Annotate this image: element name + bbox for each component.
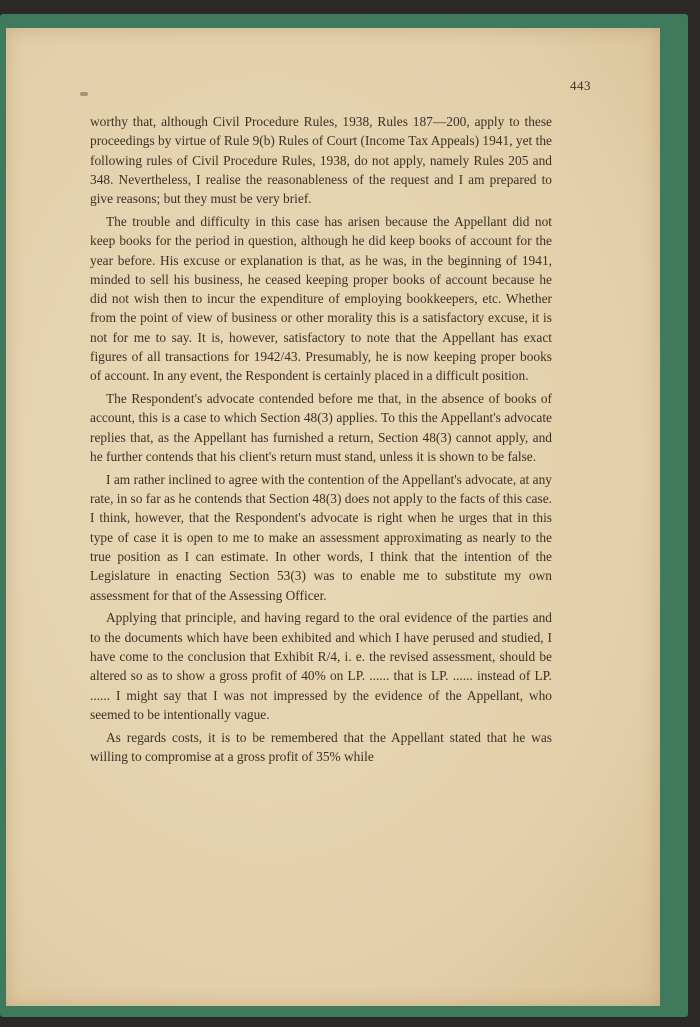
- paragraph-6: As regards costs, it is to be remembered that the Appellant stated that he was willing to compromise at a gross profit of 35% while: [90, 729, 552, 764]
- paragraph-1: worthy that, although Civil Procedure Rules, 1938, Rules 187—200, apply to these proceedings by virtue of Rule 9(b) Rules of Court (Income Tax Appeals) 1941, yet the following rules of Civil Procedure Rules, 1938, do not apply, namely Rules 205 and 348. Nevertheless, I realise the reasonableness of the request and I am prepared to give reasons; but they must be very brief.: [90, 114, 552, 207]
- paragraph-2: The trouble and difficulty in this case has arisen because the Appellant did not keep books for the period in question, although he did keep books of account for the year before. His excuse or explanation is that, as he was, in the beginning of 1941, minded to sell his business, he ceased keeping proper books of account because he did not wish then to incur the expenditure of employing bookkeepers, etc. Whether from the point of view of business or other morality this is a satisfactory excuse, it is not for me to say. It is, however, satisfactory to note that the Appellant has exact figures of all transactions for 1942/43. Presumably, he is now keeping proper books of account. In any event, the Respondent is certainly placed in a difficult position.: [90, 213, 552, 384]
- page-body-text: [90, 112, 552, 766]
- paragraph-4: I am rather inclined to agree with the contention of the Appellant's advocate, at any rate, in so far as he contends that Section 48(3) does not apply to the facts of this case. I think, however, that the Respondent's advocate is right when he urges that in this type of case it is open to me to make an assessment approximating as nearly to the true position as I can estimate. In other words, I think that the intention of the Legislature in enacting Section 53(3) was to enable me to substitute my own assessment for that of the Assessing Officer.: [90, 471, 552, 603]
- paragraph-5: Applying that principle, and having regard to the oral evidence of the parties and to the documents which have been exhibited and which I have perused and studied, I have come to the conclusion that Exhibit R/4, i. e. the revised assessment, should be altered so as to show a gross profit of 40% on LP. ...... that is LP. ...... instead of LP. ...... I might say that I was not impressed by the evidence of the Appellant, who seemed to be intentionally vague.: [90, 610, 552, 722]
- paragraph-3: The Respondent's advocate contended before me that, in the absence of books of account, this is a case to which Section 48(3) applies. To this the Appellant's advocate replies that, as the Appellant has furnished a return, Section 48(3) cannot apply, and he further contends that his client's return must stand, unless it is shown to be false.: [90, 391, 552, 465]
- page-blemish: [80, 92, 88, 96]
- page-number: 443: [570, 78, 591, 93]
